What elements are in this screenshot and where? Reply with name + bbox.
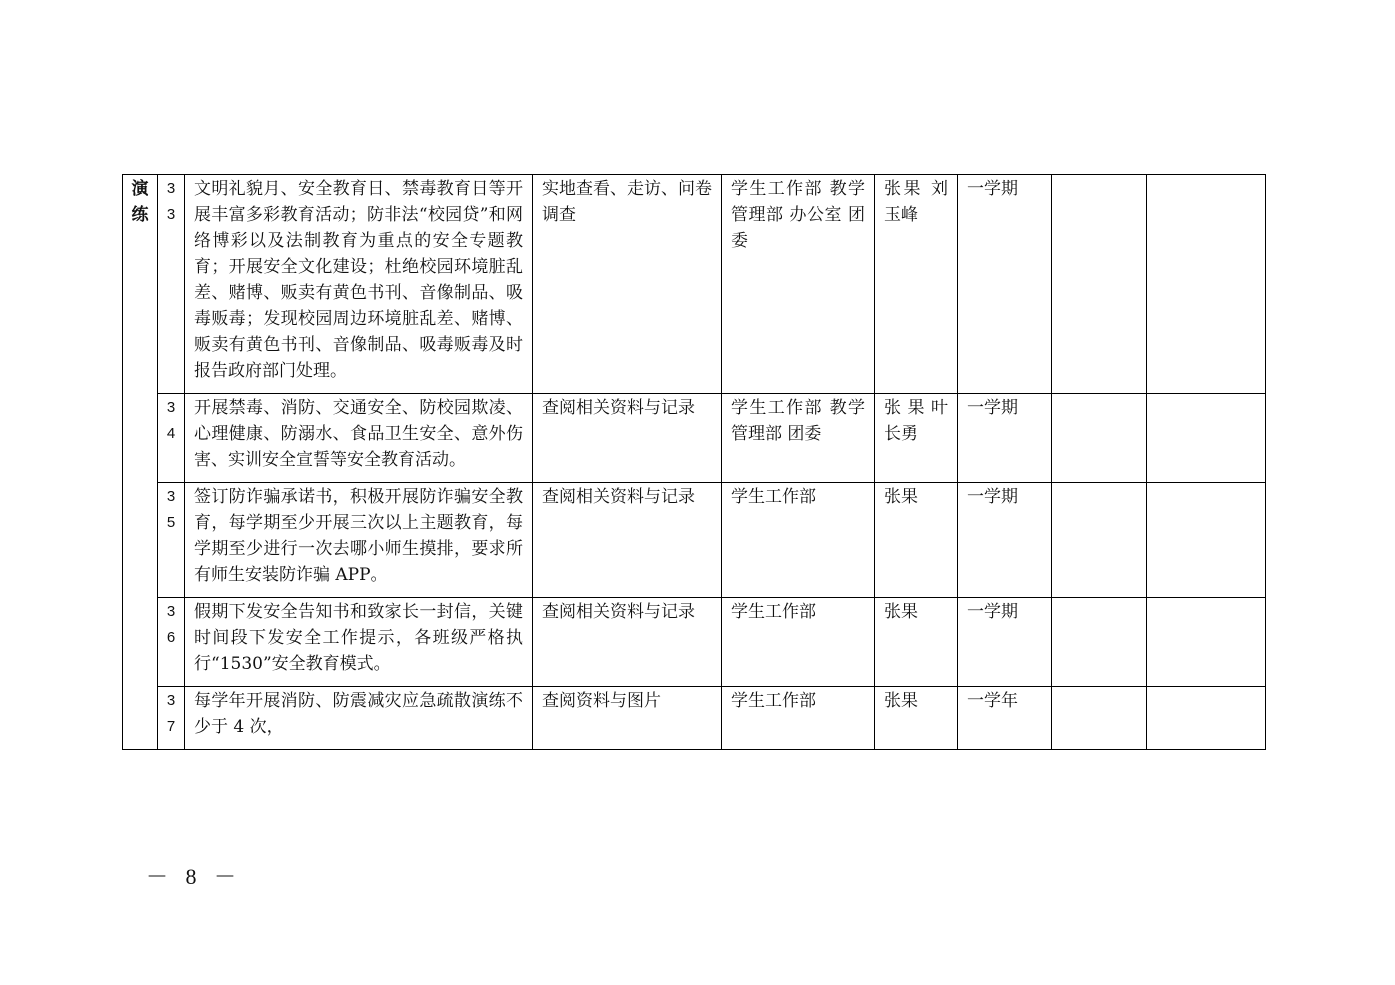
extra-cell-1 <box>1052 483 1147 598</box>
department-cell: 学生工作部 教学管理部 团委 <box>722 394 875 483</box>
person-cell: 张果 刘玉峰 <box>875 175 958 394</box>
row-number <box>158 687 185 750</box>
row-number <box>158 598 185 687</box>
row-number-digit: 3 <box>166 488 176 505</box>
row-number <box>158 175 185 394</box>
row-number-digit: 6 <box>166 629 176 646</box>
period-cell: 一学期 <box>958 394 1052 483</box>
method-cell: 查阅相关资料与记录 <box>533 483 722 598</box>
table-row <box>123 175 1266 394</box>
content-cell: 开展禁毒、消防、交通安全、防校园欺凌、心理健康、防溺水、食品卫生安全、意外伤害、实训安全宣誓等安全教育活动。 <box>185 394 533 483</box>
row-number <box>158 394 185 483</box>
table-row <box>123 598 1266 687</box>
row-number-digit: 3 <box>166 180 176 197</box>
table-row <box>123 483 1266 598</box>
row-number <box>158 483 185 598</box>
row-number-digit: 3 <box>166 603 176 620</box>
content-cell: 假期下发安全告知书和致家长一封信，关键时间段下发安全工作提示，各班级严格执行“1530”安全教育模式。 <box>185 598 533 687</box>
row-number-digit: 5 <box>166 514 176 531</box>
inspection-table <box>122 174 1266 750</box>
row-number-digit: 3 <box>166 692 176 709</box>
row-number-digit: 3 <box>166 399 176 416</box>
department-cell: 学生工作部 <box>722 687 875 750</box>
method-cell: 查阅相关资料与记录 <box>533 598 722 687</box>
extra-cell-2 <box>1147 687 1266 750</box>
extra-cell-2 <box>1147 483 1266 598</box>
category-label-line2: 练 <box>131 205 149 225</box>
person-cell: 张 果 叶长勇 <box>875 394 958 483</box>
department-cell: 学生工作部 <box>722 483 875 598</box>
extra-cell-2 <box>1147 394 1266 483</box>
method-cell: 查阅相关资料与记录 <box>533 394 722 483</box>
period-cell: 一学年 <box>958 687 1052 750</box>
page-number: － 8 － <box>146 864 243 889</box>
content-cell: 文明礼貌月、安全教育日、禁毒教育日等开展丰富多彩教育活动；防非法“校园贷”和网络博彩以及法制教育为重点的安全专题教育；开展安全文化建设；杜绝校园环境脏乱差、赌博、贩卖有黄色书刊、音像制品、吸毒贩毒；发现校园周边环境脏乱差、赌博、贩卖有黄色书刊、音像制品、吸毒贩毒及时报告政府部门处理。 <box>185 175 533 394</box>
table-row <box>123 687 1266 750</box>
extra-cell-1 <box>1052 394 1147 483</box>
content-cell: 签订防诈骗承诺书，积极开展防诈骗安全教育，每学期至少开展三次以上主题教育，每学期至少进行一次去哪小师生摸排，要求所有师生安装防诈骗 APP。 <box>185 483 533 598</box>
extra-cell-1 <box>1052 687 1147 750</box>
extra-cell-1 <box>1052 175 1147 394</box>
category-label-line1: 演 <box>131 179 149 199</box>
person-cell: 张果 <box>875 483 958 598</box>
period-cell: 一学期 <box>958 483 1052 598</box>
department-cell: 学生工作部 教学管理部 办公室 团委 <box>722 175 875 394</box>
department-cell: 学生工作部 <box>722 598 875 687</box>
extra-cell-2 <box>1147 598 1266 687</box>
row-number-digit: 4 <box>166 425 176 442</box>
table-row <box>123 394 1266 483</box>
method-cell: 实地查看、走访、问卷调查 <box>533 175 722 394</box>
row-number-digit: 7 <box>166 718 176 735</box>
extra-cell-2 <box>1147 175 1266 394</box>
content-cell: 每学年开展消防、防震减灾应急疏散演练不少于 4 次， <box>185 687 533 750</box>
period-cell: 一学期 <box>958 175 1052 394</box>
period-cell: 一学期 <box>958 598 1052 687</box>
category-cell <box>123 175 158 750</box>
person-cell: 张果 <box>875 598 958 687</box>
person-cell: 张果 <box>875 687 958 750</box>
extra-cell-1 <box>1052 598 1147 687</box>
method-cell: 查阅资料与图片 <box>533 687 722 750</box>
row-number-digit: 3 <box>166 206 176 223</box>
